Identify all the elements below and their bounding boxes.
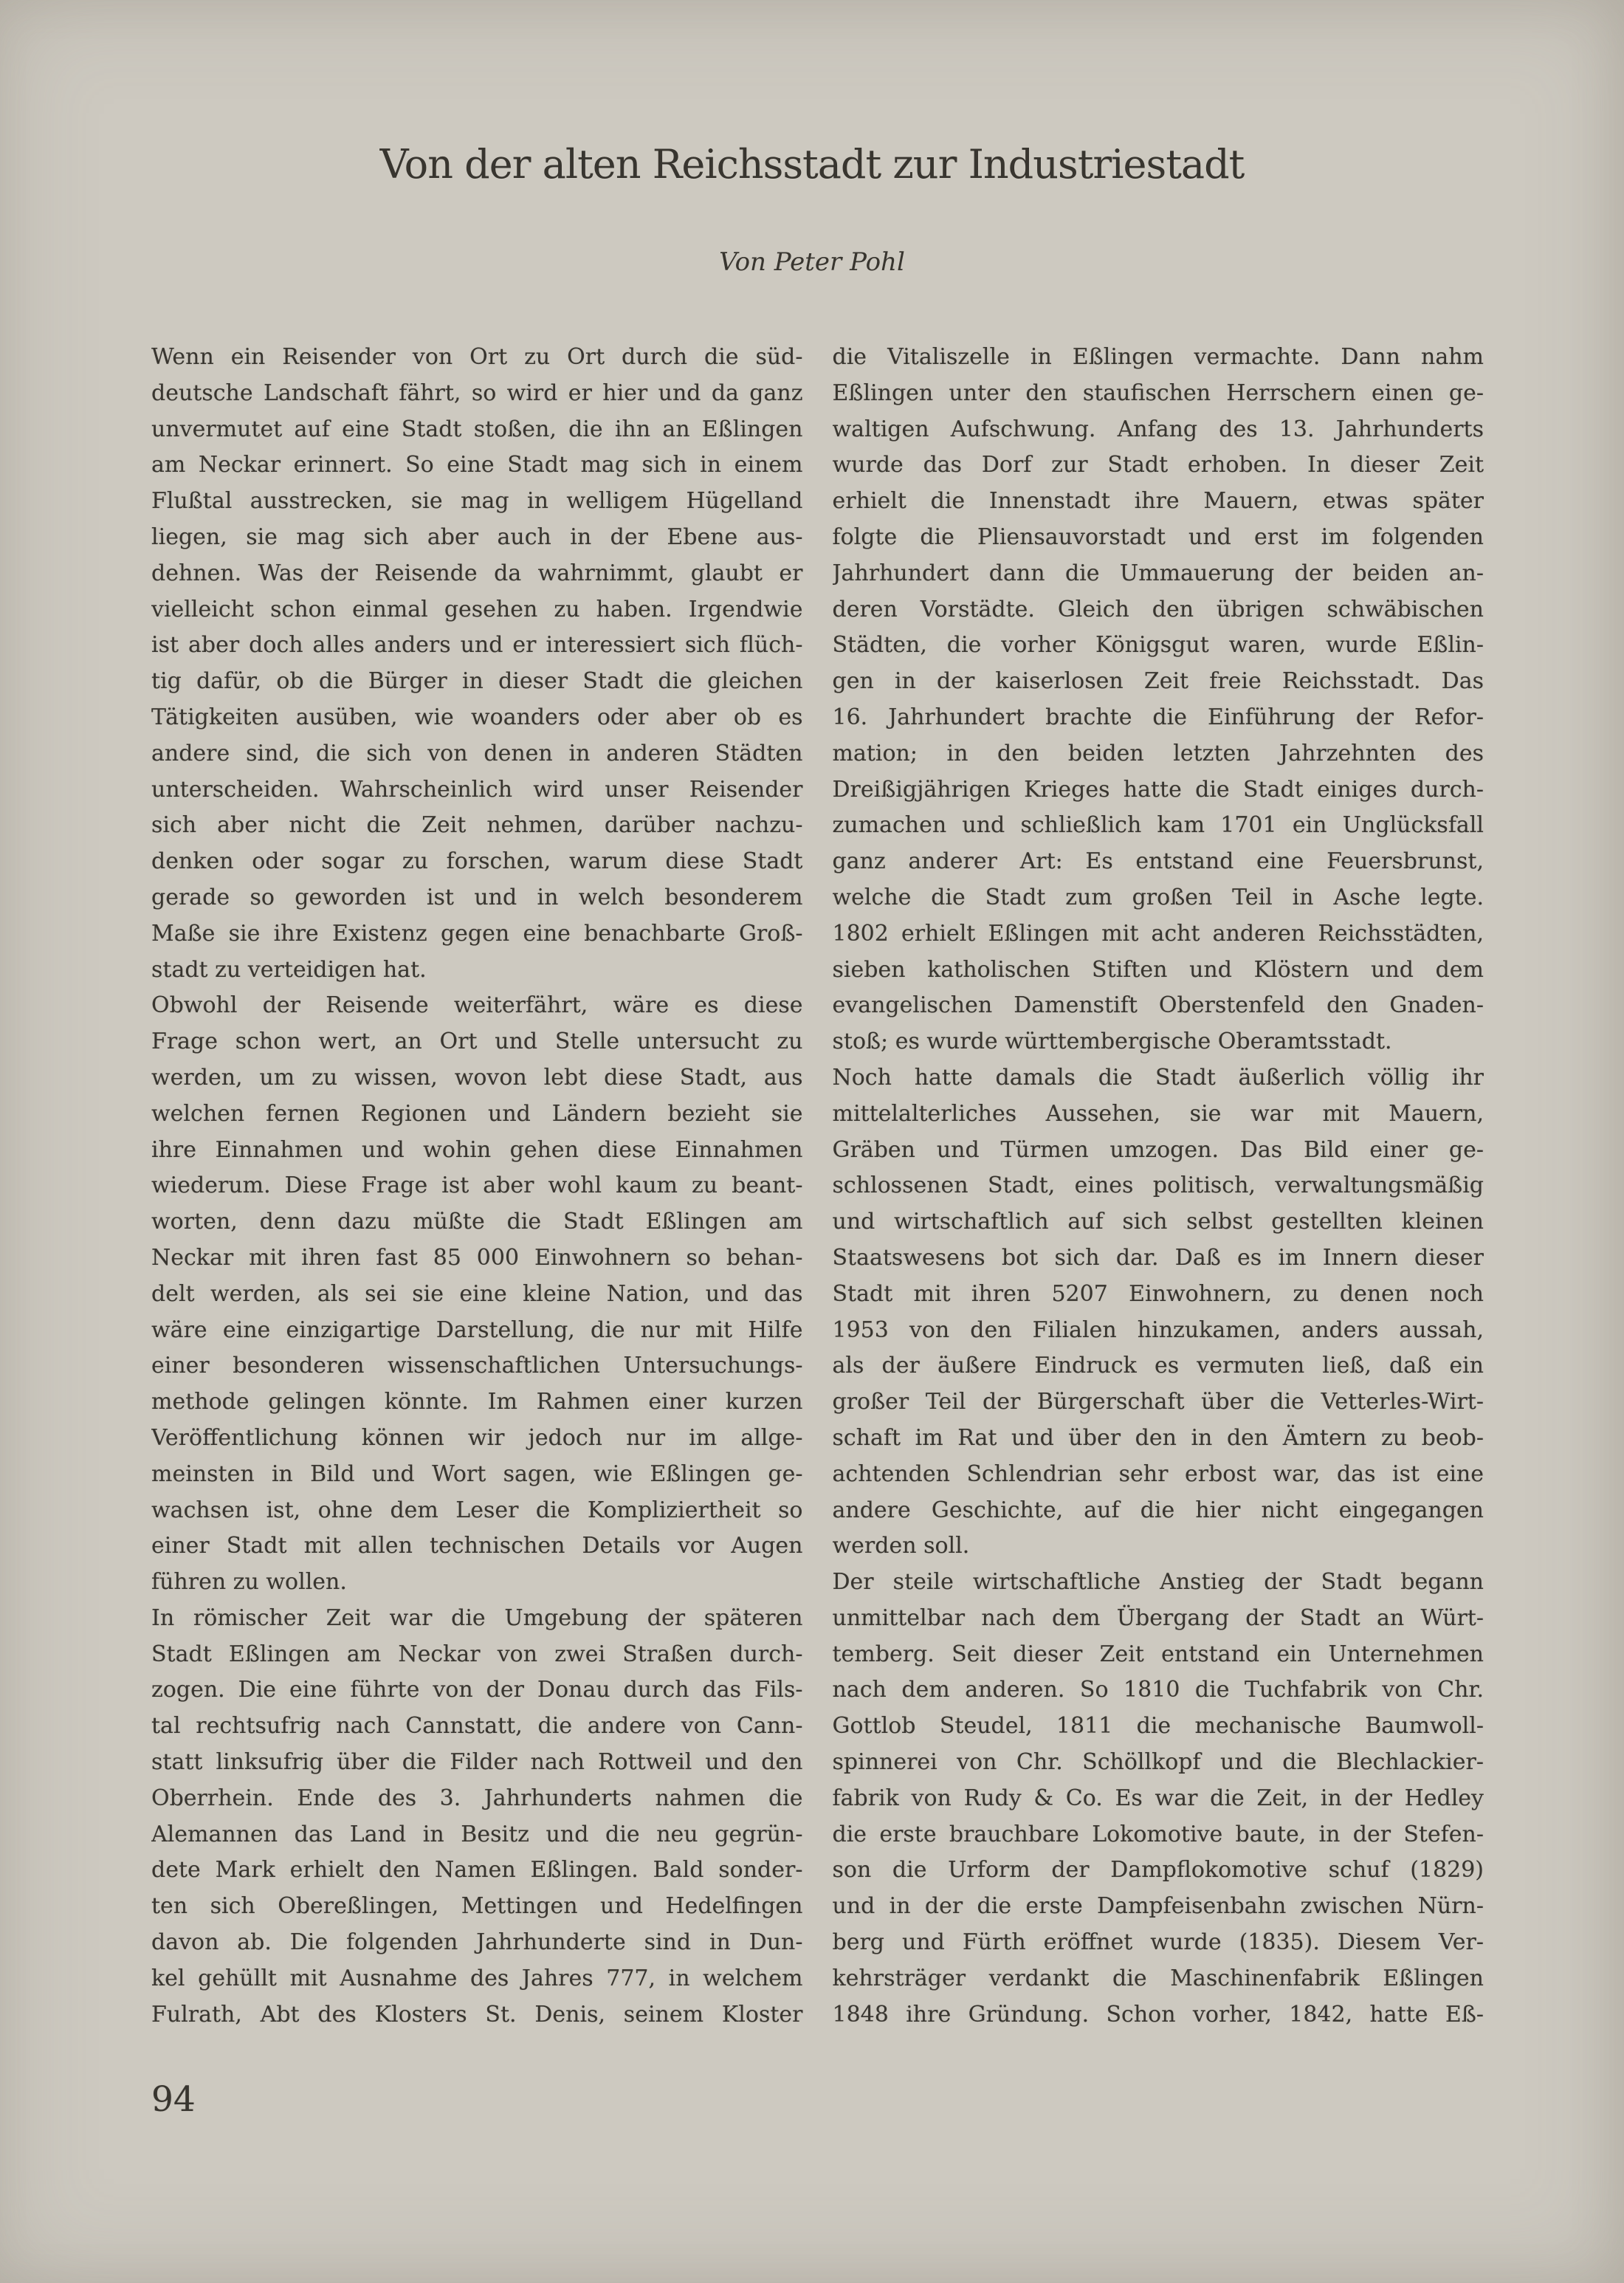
text-line: Eßlingen unter den staufischen Herrschern einen ge- xyxy=(832,380,1484,406)
text-line: evangelischen Damenstift Oberstenfeld den Gnaden- xyxy=(832,992,1484,1019)
text-line: kel gehüllt mit Ausnahme des Jahres 777, in welchem xyxy=(151,1965,803,1991)
text-line: Veröffentlichung können wir jedoch nur im allge- xyxy=(151,1424,803,1451)
text-line: gen in der kaiserlosen Zeit freie Reichsstadt. Das xyxy=(832,668,1484,695)
text-line: schaft im Rat und über den in den Ämtern zu beob- xyxy=(832,1424,1484,1451)
text-line: unterscheiden. Wahrscheinlich wird unser Reisender xyxy=(151,776,803,803)
text-line: achtenden Schlendrian sehr erbost war, das ist eine xyxy=(832,1460,1484,1487)
text-line: waltigen Aufschwung. Anfang des 13. Jahrhunderts xyxy=(832,416,1484,442)
text-line: schlossenen Stadt, eines politisch, verwaltungsmäßig xyxy=(832,1173,1484,1199)
text-line: die Vitaliszelle in Eßlingen vermachte. Dann nahm xyxy=(832,344,1484,370)
text-line: Dreißigjährigen Krieges hatte die Stadt einiges durch- xyxy=(832,776,1484,803)
text-line: Der steile wirtschaftliche Anstieg der Stadt begann xyxy=(832,1569,1484,1596)
text-line: mittelalterliches Aussehen, sie war mit Mauern, xyxy=(832,1100,1484,1127)
column-left xyxy=(151,340,803,2033)
text-line: werden, um zu wissen, wovon lebt diese Stadt, aus xyxy=(151,1064,803,1091)
text-line: Stadt mit ihren 5207 Einwohnern, zu denen noch xyxy=(832,1280,1484,1307)
text-line: als der äußere Eindruck es vermuten ließ, daß ein xyxy=(832,1353,1484,1379)
text-line: mation; in den beiden letzten Jahrzehnten des xyxy=(832,740,1484,766)
text-line: statt linksufrig über die Filder nach Rottweil und den xyxy=(151,1749,803,1776)
text-line: denken oder sogar zu forschen, warum diese Stadt xyxy=(151,848,803,875)
text-line: Oberrhein. Ende des 3. Jahrhunderts nahmen die xyxy=(151,1785,803,1811)
text-line: worten, denn dazu müßte die Stadt Eßlingen am xyxy=(151,1209,803,1235)
text-line: stadt zu verteidigen hat. xyxy=(151,956,427,983)
text-line: Gottlob Steudel, 1811 die mechanische Baumwoll- xyxy=(832,1713,1484,1740)
text-line: tal rechtsufrig nach Cannstatt, die andere von Cann- xyxy=(151,1713,803,1740)
text-line: dehnen. Was der Reisende da wahrnimmt, glaubt er xyxy=(151,560,803,586)
text-line: ganz anderer Art: Es entstand eine Feuersbrunst, xyxy=(832,848,1484,875)
text-line: fabrik von Rudy & Co. Es war die Zeit, in der Hedley xyxy=(832,1785,1484,1811)
text-line: andere sind, die sich von denen in anderen Städten xyxy=(151,740,803,766)
text-line: gerade so geworden ist und in welch besonderem xyxy=(151,884,803,910)
text-line: Städten, die vorher Königsgut waren, wurde Eßlin- xyxy=(832,632,1484,659)
text-line: wiederum. Diese Frage ist aber wohl kaum zu beant- xyxy=(151,1173,803,1199)
text-line: temberg. Seit dieser Zeit entstand ein Unternehmen xyxy=(832,1641,1484,1667)
text-line: einer Stadt mit allen technischen Details vor Augen xyxy=(151,1533,803,1559)
text-line: wäre eine einzigartige Darstellung, die nur mit Hilfe xyxy=(151,1316,803,1343)
text-line: 16. Jahrhundert brachte die Einführung der Refor- xyxy=(832,704,1484,730)
text-line: die erste brauchbare Lokomotive baute, in der Stefen- xyxy=(832,1821,1484,1847)
text-line: ten sich Obereßlingen, Mettingen und Hedelfingen xyxy=(151,1893,803,1920)
paragraph xyxy=(151,988,803,1601)
text-line: Flußtal ausstrecken, sie mag in welligem Hügelland xyxy=(151,488,803,515)
text-line: Noch hatte damals die Stadt äußerlich völlig ihr xyxy=(832,1064,1484,1091)
text-line: wachsen ist, ohne dem Leser die Kompliziertheit so xyxy=(151,1497,803,1523)
column-right xyxy=(833,340,1484,2033)
text-line: einer besonderen wissenschaftlichen Untersuchungs- xyxy=(151,1353,803,1379)
text-line: zumachen und schließlich kam 1701 ein Unglücksfall xyxy=(832,812,1484,839)
text-line: welchen fernen Regionen und Ländern bezieht sie xyxy=(151,1100,803,1127)
text-line: stoß; es wurde württembergische Oberamtsstadt. xyxy=(832,1029,1392,1055)
text-line: spinnerei von Chr. Schöllkopf und die Blechlackier- xyxy=(832,1749,1484,1776)
text-line: Gräben und Türmen umzogen. Das Bild einer ge- xyxy=(832,1136,1484,1163)
text-line: Staatswesens bot sich dar. Daß es im Innern dieser xyxy=(832,1244,1484,1271)
text-line: delt werden, als sei sie eine kleine Nation, und das xyxy=(151,1280,803,1307)
text-line: Wenn ein Reisender von Ort zu Ort durch die süd- xyxy=(151,344,803,370)
text-line: ist aber doch alles anders und er interessiert sich flüch- xyxy=(151,632,803,659)
paragraph xyxy=(151,340,803,988)
text-line: wurde das Dorf zur Stadt erhoben. In dieser Zeit xyxy=(832,452,1484,478)
article-title: Von der alten Reichsstadt zur Industriestadt xyxy=(379,141,1245,188)
text-line: methode gelingen könnte. Im Rahmen einer kurzen xyxy=(151,1389,803,1415)
paragraph xyxy=(833,1565,1484,2033)
text-line: und in der die erste Dampfeisenbahn zwischen Nürn- xyxy=(832,1893,1484,1920)
paragraph xyxy=(151,1601,803,2033)
text-line: meinsten in Bild und Wort sagen, wie Eßlingen ge- xyxy=(151,1460,803,1487)
text-line: unmittelbar nach dem Übergang der Stadt an Würt- xyxy=(832,1604,1484,1631)
text-line: Neckar mit ihren fast 85 000 Einwohnern so behan- xyxy=(151,1244,803,1271)
text-line: davon ab. Die folgenden Jahrhunderte sind in Dun- xyxy=(151,1929,803,1956)
text-line: 1848 ihre Gründung. Schon vorher, 1842, hatte Eß- xyxy=(832,2001,1484,2028)
text-line: sieben katholischen Stiften und Klöstern und dem xyxy=(832,956,1484,983)
text-line: 1953 von den Filialen hinzukamen, anders aussah, xyxy=(832,1316,1484,1343)
text-line: ihre Einnahmen und wohin gehen diese Einnahmen xyxy=(151,1136,803,1163)
text-line: folgte die Pliensauvorstadt und erst im folgenden xyxy=(832,523,1484,550)
text-line: Jahrhundert dann die Ummauerung der beiden an- xyxy=(832,560,1484,586)
text-line: nach dem anderen. So 1810 die Tuchfabrik von Chr. xyxy=(832,1677,1484,1703)
text-line: son die Urform der Dampflokomotive schuf (1829) xyxy=(832,1857,1484,1884)
text-line: berg und Fürth eröffnet wurde (1835). Diesem Ver- xyxy=(832,1929,1484,1956)
text-line: welche die Stadt zum großen Teil in Asche legte. xyxy=(832,884,1484,910)
text-line: Alemannen das Land in Besitz und die neu gegrün- xyxy=(151,1821,803,1847)
paragraph xyxy=(833,1060,1484,1565)
text-line: unvermutet auf eine Stadt stoßen, die ihn an Eßlingen xyxy=(151,416,803,442)
text-line: tig dafür, ob die Bürger in dieser Stadt die gleichen xyxy=(151,668,803,695)
text-line: vielleicht schon einmal gesehen zu haben. Irgendwie xyxy=(151,596,803,622)
text-line: In römischer Zeit war die Umgebung der späteren xyxy=(151,1604,803,1631)
text-line: sich aber nicht die Zeit nehmen, darüber nachzu- xyxy=(151,812,803,839)
text-line: und wirtschaftlich auf sich selbst gestellten kleinen xyxy=(832,1209,1484,1235)
page-number: 94 xyxy=(151,2079,196,2120)
text-line: deutsche Landschaft fährt, so wird er hier und da ganz xyxy=(151,380,803,406)
text-line: Frage schon wert, an Ort und Stelle untersucht zu xyxy=(151,1029,803,1055)
text-line: Tätigkeiten ausüben, wie woanders oder aber ob es xyxy=(151,704,803,730)
text-line: erhielt die Innenstadt ihre Mauern, etwas später xyxy=(832,488,1484,515)
text-line: führen zu wollen. xyxy=(151,1569,347,1596)
text-line: 1802 erhielt Eßlingen mit acht anderen Reichsstädten, xyxy=(832,920,1484,947)
text-line: liegen, sie mag sich aber auch in der Ebene aus- xyxy=(151,523,803,550)
text-line: großer Teil der Bürgerschaft über die Vetterles-Wirt- xyxy=(832,1389,1484,1415)
text-line: zogen. Die eine führte von der Donau durch das Fils- xyxy=(151,1677,803,1703)
text-line: Fulrath, Abt des Klosters St. Denis, seinem Kloster xyxy=(151,2001,803,2028)
text-line: Obwohl der Reisende weiterfährt, wäre es diese xyxy=(151,992,803,1019)
text-line: deren Vorstädte. Gleich den übrigen schwäbischen xyxy=(832,596,1484,622)
text-columns xyxy=(151,340,1484,2033)
text-line: Stadt Eßlingen am Neckar von zwei Straßen durch- xyxy=(151,1641,803,1667)
paragraph xyxy=(833,340,1484,1060)
text-line: andere Geschichte, auf die hier nicht eingegangen xyxy=(832,1497,1484,1523)
text-line: Maße sie ihre Existenz gegen eine benachbarte Groß- xyxy=(151,920,803,947)
text-line: kehrsträger verdankt die Maschinenfabrik Eßlingen xyxy=(832,1965,1484,1991)
text-line: werden soll. xyxy=(832,1533,970,1559)
text-line: am Neckar erinnert. So eine Stadt mag sich in einem xyxy=(151,452,803,478)
text-line: dete Mark erhielt den Namen Eßlingen. Bald sonder- xyxy=(151,1857,803,1884)
article-byline: Von Peter Pohl xyxy=(719,247,905,277)
